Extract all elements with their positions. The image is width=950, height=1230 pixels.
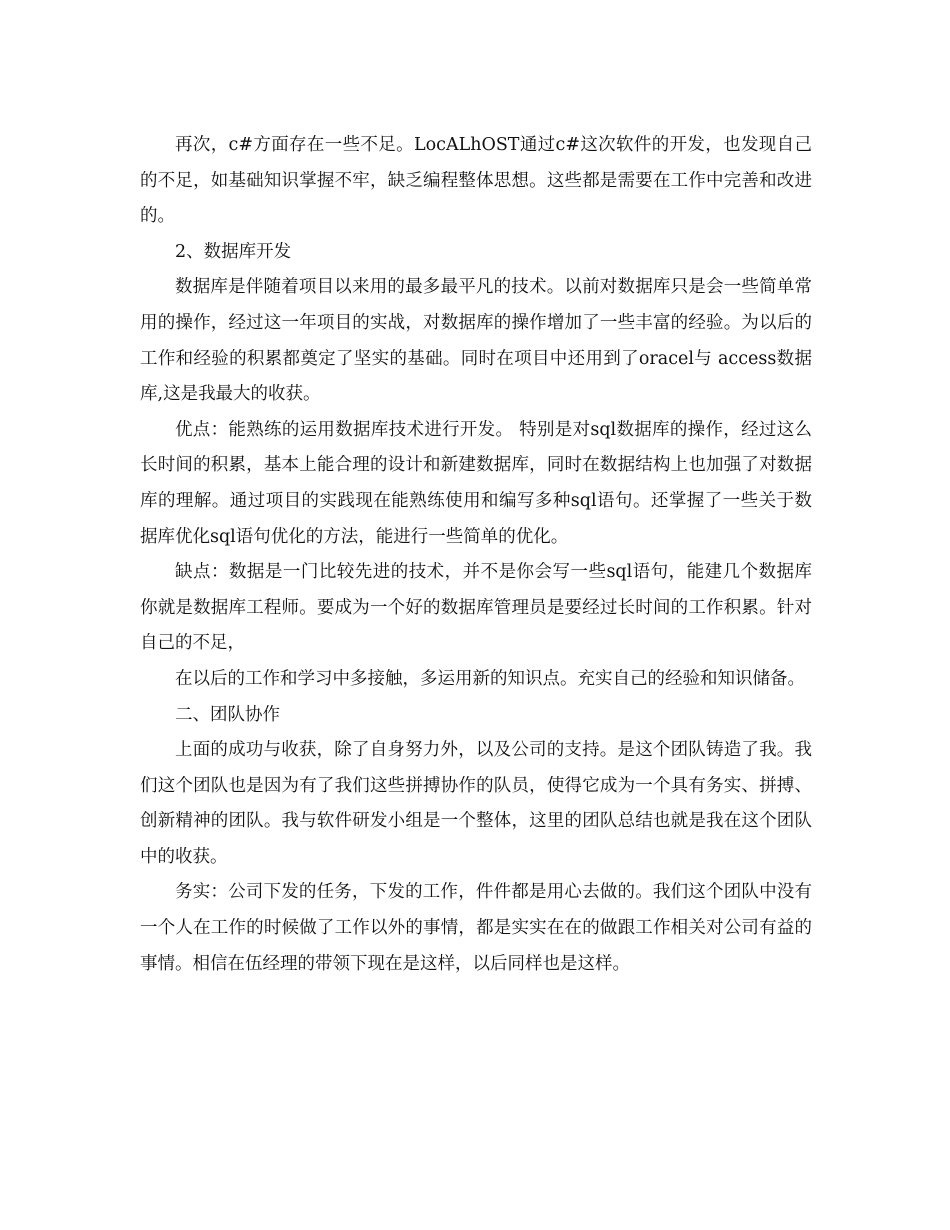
- heading-database-development: 2、数据库开发: [175, 241, 292, 262]
- paragraph-database-intro: 数据库是伴随着项目以来用的最多最平凡的技术。以前对数据库只是会一些简单常用的操作，经过这一年项目的实战，对数据库的操作增加了一些丰富的经验。为以后的工作和经验的积累都奠定了坚实的基础。同时在项目中还用到了oracel与 access数据库,这是我最大的收获。: [140, 277, 812, 405]
- paragraph-csharp-shortcomings: 再次，c#方面存在一些不足。LocALhOST通过c#这次软件的开发，也发现自己的不足，如基础知识掌握不牢，缺乏编程整体思想。这些都是需要在工作中完善和改进的。: [140, 135, 812, 227]
- document-body: [140, 128, 812, 982]
- paragraph-team-intro: 上面的成功与收获，除了自身努力外，以及公司的支持。是这个团队铸造了我。我们这个团队也是因为有了我们这些拼搏协作的队员，使得它成为一个具有务实、拼搏、创新精神的团队。我与软件研发小组是一个整体，这里的团队总结也就是我在这个团队中的收获。: [140, 740, 812, 867]
- paragraph-database-weaknesses: 缺点：数据是一门比较先进的技术，并不是你会写一些sql语句，能建几个数据库你就是数据库工程师。要成为一个好的数据库管理员是要经过长时间的工作积累。针对自己的不足，: [140, 562, 812, 654]
- heading-teamwork: 二、团队协作: [175, 704, 280, 725]
- paragraph-team-pragmatic: 务实：公司下发的任务，下发的工作，件件都是用心去做的。我们这个团队中没有一个人在工作的时候做了工作以外的事情，都是实实在在的做跟工作相关对公司有益的事情。相信在伍经理的带领下现在是这样，以后同样也是这样。: [140, 882, 812, 974]
- paragraph-future-learning: 在以后的工作和学习中多接触，多运用新的知识点。充实自己的经验和知识储备。: [175, 668, 805, 689]
- paragraph-database-strengths: 优点：能熟练的运用数据库技术进行开发。 特别是对sql数据库的操作，经过这么长时间的积累，基本上能合理的设计和新建数据库，同时在数据结构上也加强了对数据库的理解。通过项目的实践现在能熟练使用和编写多种sql语句。还掌握了一些关于数据库优化sql语句优化的方法，能进行一些简单的优化。: [140, 419, 812, 547]
